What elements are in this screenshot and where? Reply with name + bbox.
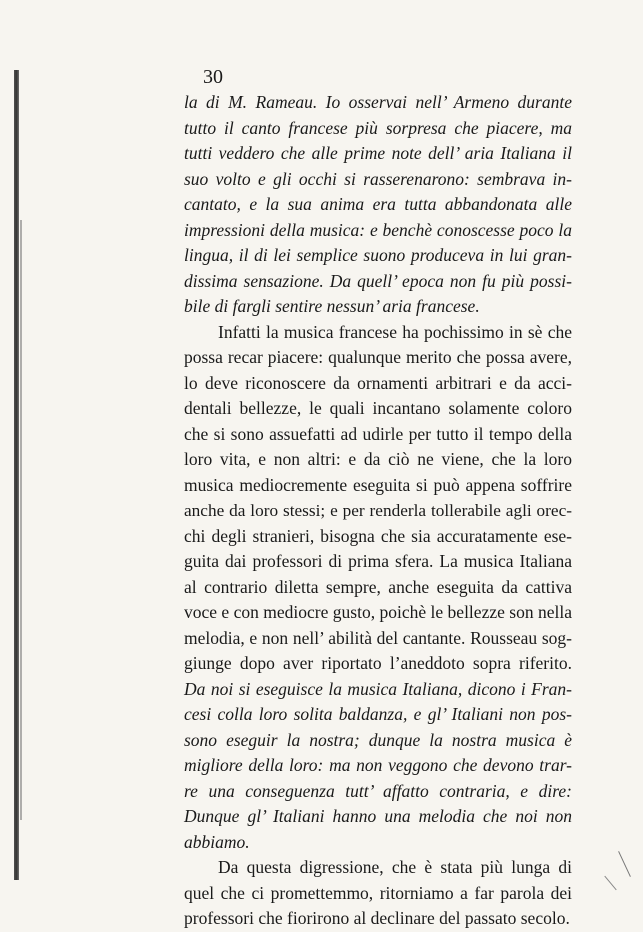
text-line: musica mediocremente eseguita si può appena soffrire: [184, 474, 572, 495]
text-line: abbiamo.: [184, 831, 250, 852]
text-line: che si sono assuefatti ad udirle per tutto il tempo della: [184, 423, 572, 444]
text-line: bile di fargli sentire nessun’ aria francese.: [184, 296, 480, 316]
text-line: migliore della loro: ma non veggono che devono trar-: [184, 755, 572, 775]
text-line: al contrario diletta sempre, anche eseguita da cattiva: [184, 576, 572, 597]
text-line: chi degli stranieri, bisogna che sia accuratamente ese-: [184, 525, 572, 546]
text-line: lo deve riconoscere da ornamenti arbitrari e da acci-: [184, 372, 572, 393]
text-line: la di M. Rameau. Io osservai nell’ Armeno durante: [184, 92, 572, 112]
page-edge-mark: [618, 851, 631, 877]
text-line: professori che fiorirono al declinare del passato secolo.: [184, 908, 570, 928]
text-line: loro vita, e non altri: e da ciò ne viene, che la loro: [184, 449, 572, 469]
text-line: melodia, e non nell’ abilità del cantante. Rousseau sog-: [184, 627, 572, 648]
text-line: anche da loro stessi; e per renderla tollerabile agli orec-: [184, 501, 572, 520]
text-line: Infatti la musica francese ha pochissimo in sè che: [218, 321, 572, 342]
text-line: impressioni della musica: e benchè conoscesse poco la: [184, 219, 572, 240]
text-line: dentali bellezze, le quali incantano solamente coloro: [184, 398, 572, 418]
binding-shadow: [20, 220, 22, 820]
page-number: 30: [203, 66, 223, 88]
text-line: suo volto e gli occhi si rasserenarono: sembrava in-: [184, 168, 572, 189]
text-line: giunge dopo aver riportato l’aneddoto sopra riferito.: [184, 653, 572, 673]
text-line: Dunque gl’ Italiani hanno una melodia che noi non: [184, 806, 572, 826]
text-line: dissima sensazione. Da quell’ epoca non fu più possi-: [184, 270, 572, 291]
text-line: lingua, il di lei semplice suono produceva in lui gran-: [184, 245, 572, 265]
text-line: cesi colla loro solita baldanza, e gl’ Italiani non pos-: [184, 704, 572, 724]
text-line: possa recar piacere: qualunque merito che possa avere,: [184, 347, 572, 367]
text-line: guita dai professori di prima sfera. La musica Italiana: [184, 551, 572, 571]
text-line: tutti veddero che alle prime note dell’ aria Italiana il: [184, 143, 572, 163]
text-line: voce e con mediocre gusto, poichè le bellezze son nella: [184, 602, 572, 622]
text-line: tutto il canto francese più sorpresa che piacere, ma: [184, 117, 572, 138]
text-line: Da noi si eseguisce la musica Italiana, dicono i Fran-: [184, 678, 572, 699]
text-line: sono eseguir la nostra; dunque la nostra musica è: [184, 729, 572, 750]
page-edge-mark: [604, 876, 616, 890]
binding-edge: [14, 70, 19, 880]
text-line: quel che ci promettemmo, ritorniamo a far parola dei: [184, 882, 572, 903]
text-line: re una conseguenza tutt’ affatto contraria, e dire:: [184, 780, 572, 801]
text-line: cantato, e la sua anima era tutta abbandonata alle: [184, 194, 572, 214]
page-body-text: [184, 90, 572, 932]
text-line: Da questa digressione, che è stata più lunga di: [218, 857, 572, 877]
